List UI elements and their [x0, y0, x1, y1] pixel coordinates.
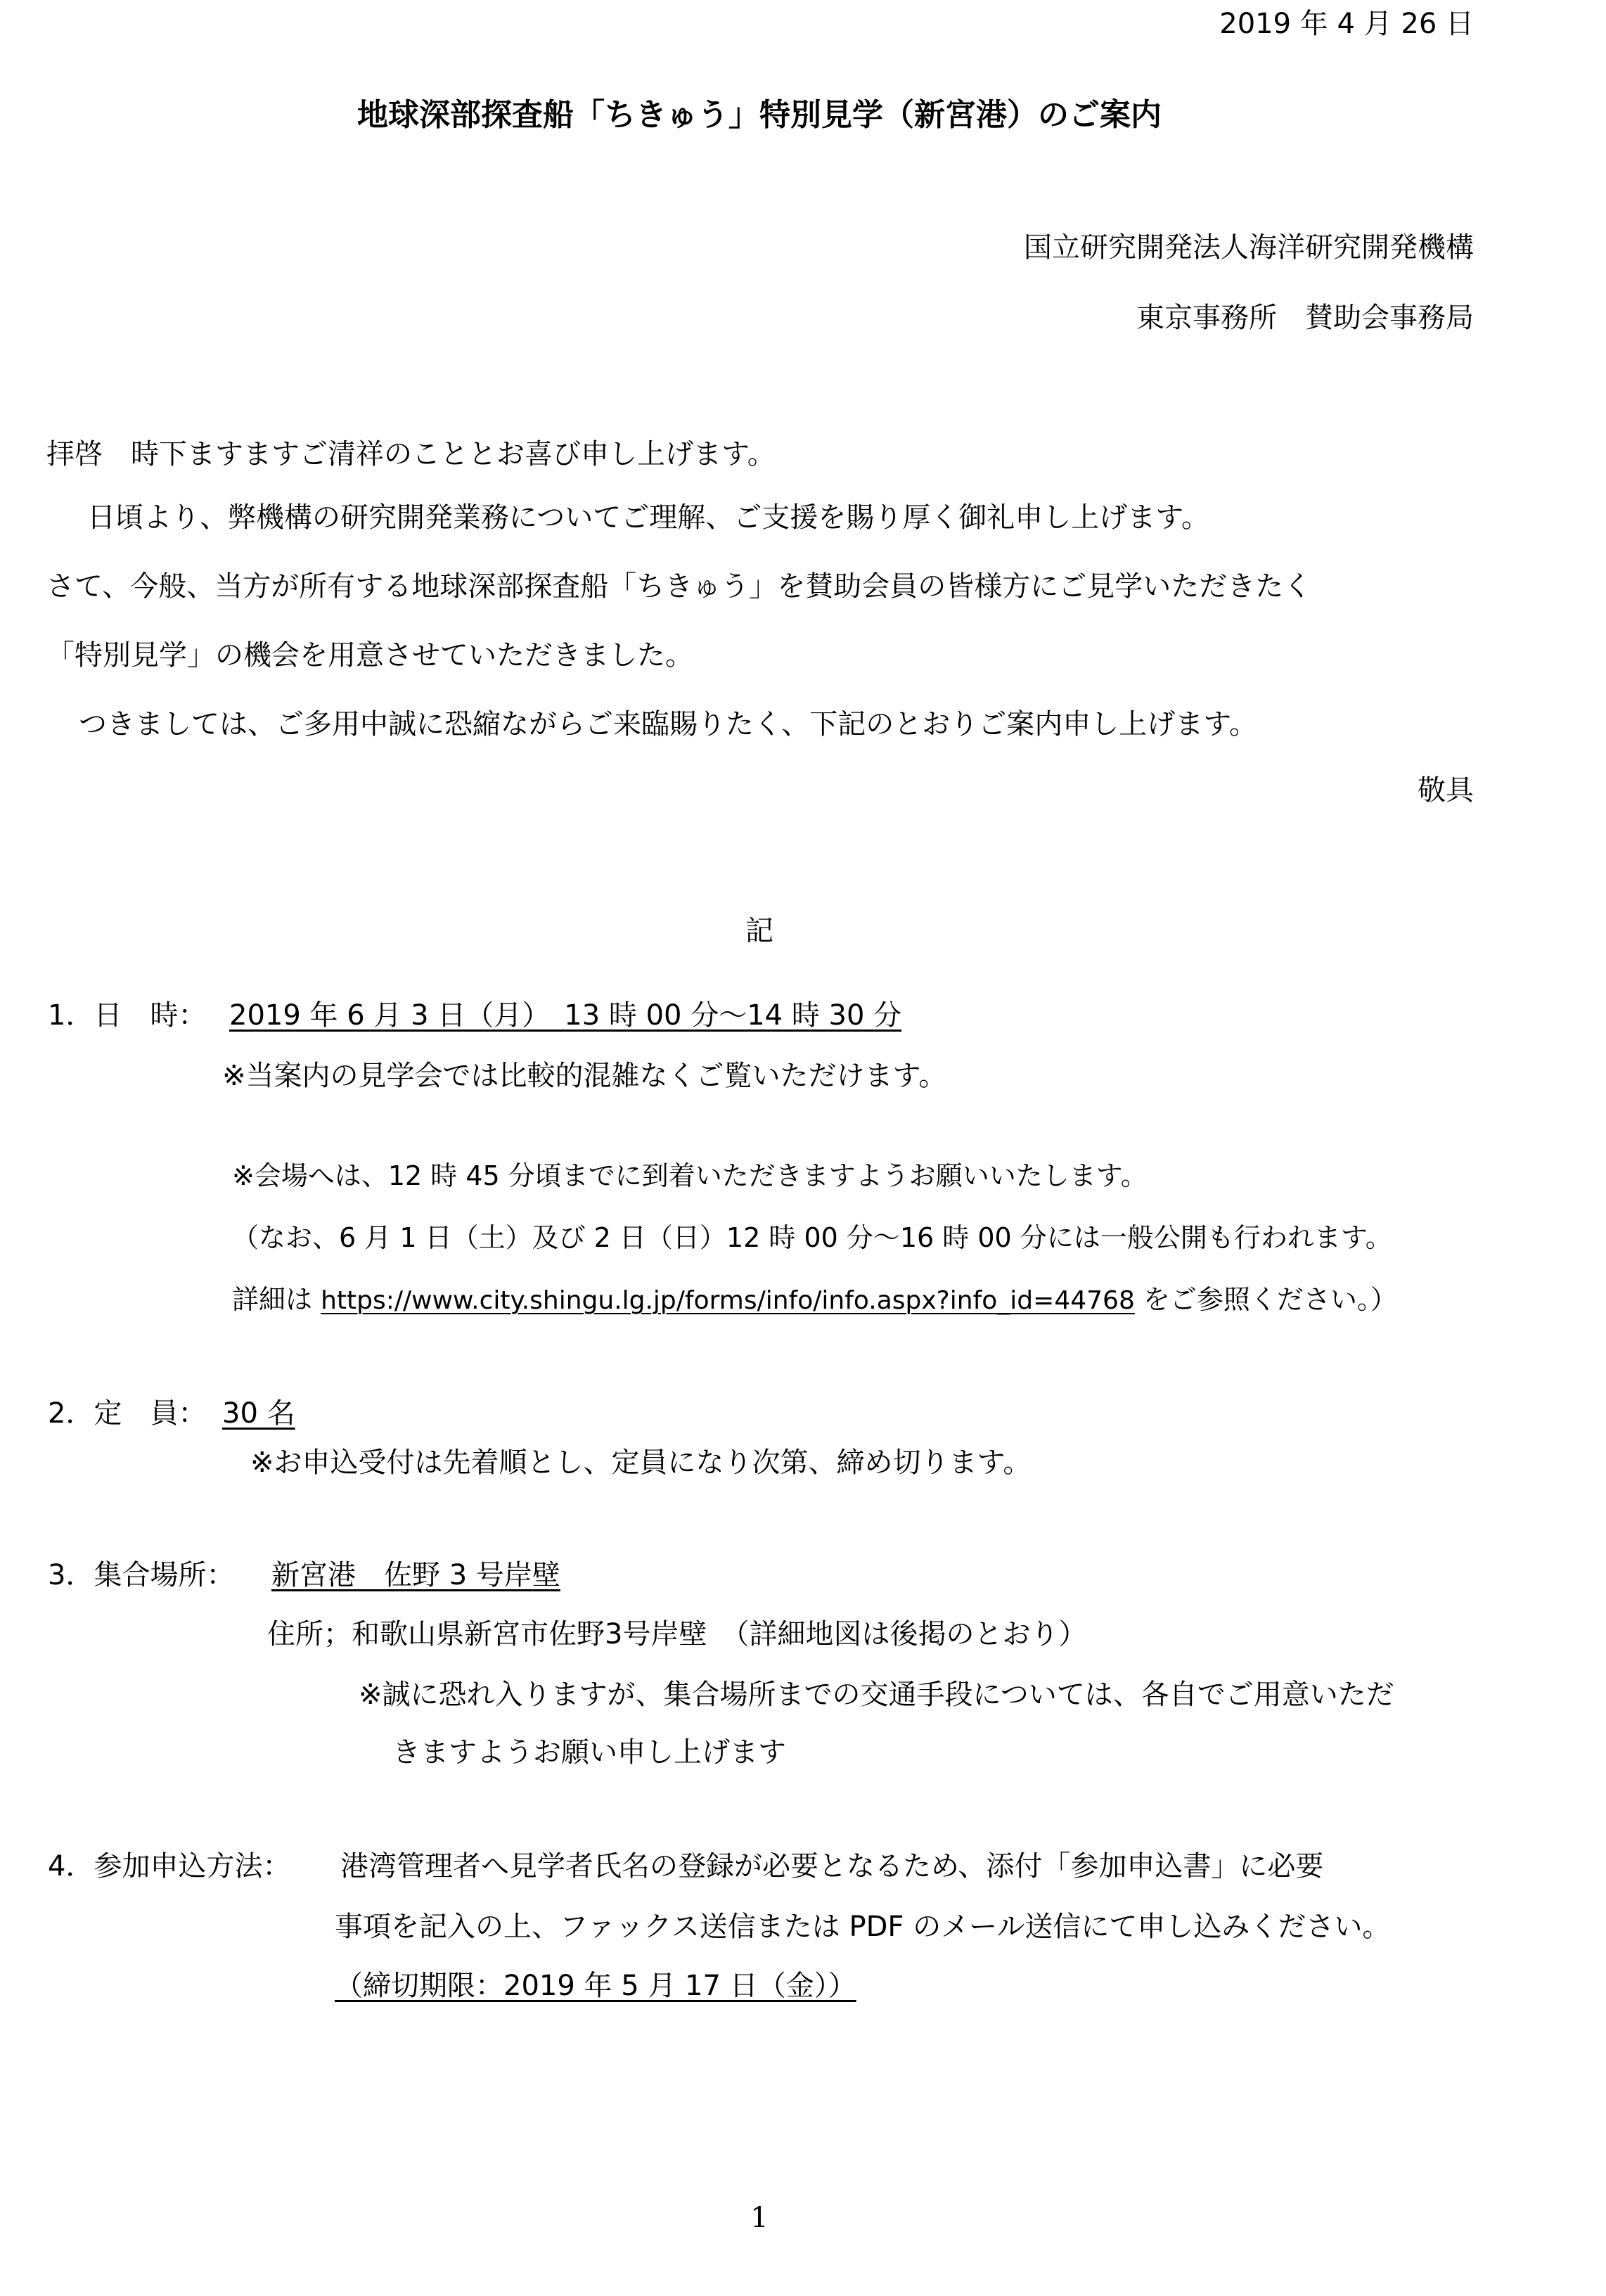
body-paragraph-2-continued: 「特別見学」の機会を用意させていただきました。	[46, 639, 693, 672]
sender-organization: 国立研究開発法人海洋研究開発機構	[1024, 231, 1474, 264]
body-paragraph-2: さて、今般、当方が所有する地球深部探査船「ちきゅう」を賛助会員の皆様方にご見学いただきたく	[46, 570, 1312, 603]
detail-prefix: 詳細は	[232, 1284, 321, 1315]
info-url-link[interactable]: https://www.city.shingu.lg.jp/forms/info/info.aspx?info_id=44768	[321, 1286, 1135, 1315]
page-number: 1	[750, 2202, 769, 2234]
place-label: 3．集合場所：	[48, 1559, 235, 1591]
apply-label: 4．参加申込方法：	[48, 1850, 291, 1883]
datetime-value: 2019 年 6 月 3 日（月） 13 時 00 分～14 時 30 分	[229, 999, 902, 1032]
datetime-note-public: （なお、6 月 1 日（土）及び 2 日（日）12 時 00 分～16 時 00 分には一般公開も行われます。	[232, 1222, 1392, 1253]
place-address: 住所；和歌山県新宮市佐野3号岸壁 （詳細地図は後掲のとおり）	[267, 1618, 1087, 1650]
body-paragraph-3: つきましては、ご多用中誠に恐縮ながらご来臨賜りたく、下記のとおりご案内申し上げます。	[79, 708, 1257, 740]
datetime-detail-line	[232, 1284, 1397, 1316]
capacity-value: 30 名	[222, 1397, 295, 1430]
closing-word: 敬具	[1418, 774, 1474, 807]
datetime-label: 1．日 時：	[48, 999, 207, 1032]
datetime-note-crowd: ※当案内の見学会では比較的混雑なくご覧いただけます。	[222, 1060, 947, 1092]
apply-text-line-2: 事項を記入の上、ファックス送信または PDF のメール送信にて申し込みください。	[335, 1911, 1391, 1943]
ki-heading: 記	[745, 915, 773, 947]
capacity-note: ※お申込受付は先着順とし、定員になり次第、締め切ります。	[250, 1447, 1032, 1479]
body-paragraph-1: 日頃より、弊機構の研究開発業務についてご理解、ご支援を賜り厚く御礼申し上げます。	[87, 501, 1209, 534]
capacity-label: 2．定 員：	[48, 1397, 207, 1430]
detail-suffix: をご参照ください。）	[1134, 1284, 1397, 1315]
apply-deadline: （締切期限：2019 年 5 月 17 日（金））	[335, 1970, 856, 2002]
place-note-transport: ※誠に恐れ入りますが、集合場所までの交通手段については、各自でご用意いただ	[359, 1679, 1394, 1711]
apply-text-line-1: 港湾管理者へ見学者氏名の登録が必要となるため、添付「参加申込書」に必要	[340, 1850, 1324, 1883]
greeting-paragraph: 拝啓 時下ますますご清祥のこととお喜び申し上げます。	[46, 438, 776, 470]
sender-office: 東京事務所 賛助会事務局	[1136, 302, 1474, 334]
document-title: 地球深部探査船「ちきゅう」特別見学（新宮港）のご案内	[357, 97, 1162, 133]
document-date: 2019 年 4 月 26 日	[1219, 8, 1474, 40]
place-note-transport-continued: きますようお願い申し上げます	[392, 1736, 786, 1769]
place-value: 新宮港 佐野 3 号岸壁	[271, 1559, 560, 1591]
datetime-note-arrival: ※会場へは、12 時 45 分頃までに到着いただきますようお願いいたします。	[232, 1160, 1148, 1191]
